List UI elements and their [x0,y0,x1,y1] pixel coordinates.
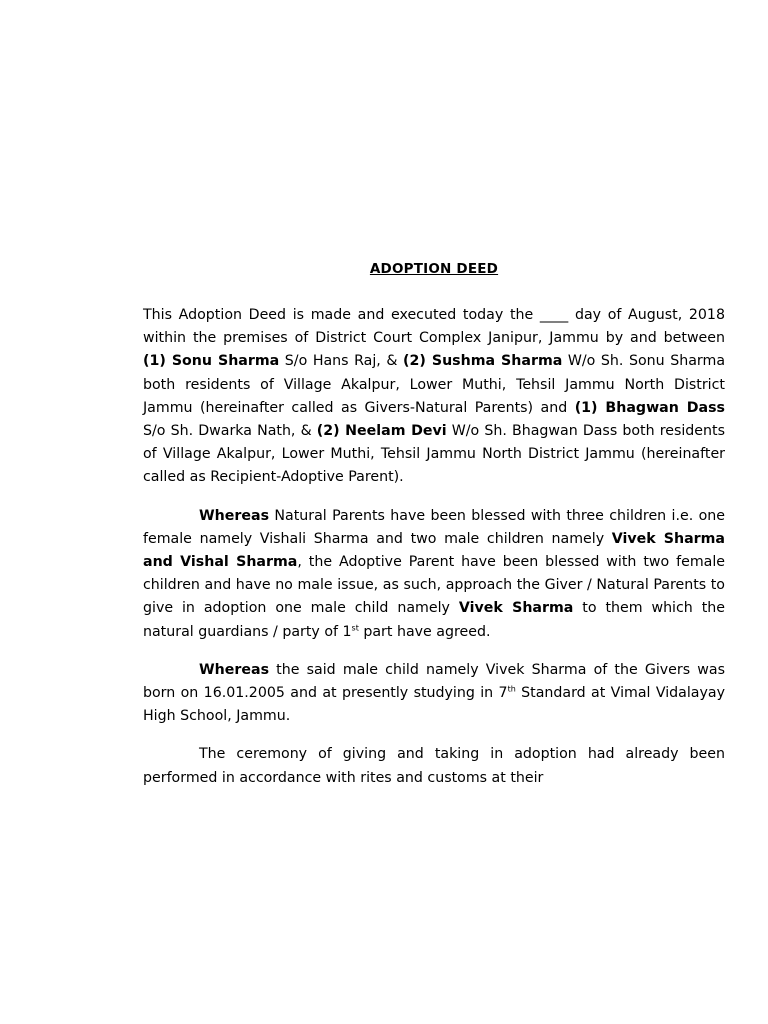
paragraph-ceremony [143,743,725,789]
text-span: The ceremony of giving and taking in adoption had already been performed in accordance with rites and customs at their [143,746,725,786]
text-span: to them which the natural guardians / party of 1 [143,600,725,640]
text-span: part have agreed. [358,623,491,640]
party-name: (2) Sushma Sharma [403,353,563,370]
whereas-label: Whereas [199,661,270,678]
party-name: (1) Bhagwan Dass [574,399,725,416]
whereas-label: Whereas [199,507,270,524]
ordinal-suffix: st [351,622,359,632]
text-span: S/o Hans Raj, & [279,353,404,370]
text-span: W/o Sh. Bhagwan Dass both residents of Village Akalpur, Lower Muthi, Tehsil Jammu North District Jammu (hereinafter called as Recipient-Adoptive Parent). [143,423,725,486]
ordinal-suffix: th [507,684,516,694]
text-span: This Adoption Deed is made and executed today the ____ day of August, 2018 within the premises of District Court Complex Janipur, Jammu by and between [143,307,725,347]
child-names: Vivek Sharma and Vishal Sharma [143,530,726,571]
child-name: Vivek Sharma [458,600,574,617]
document-title: ADOPTION DEED [369,261,499,277]
document-body [143,304,725,805]
paragraph-whereas-children [143,505,725,644]
text-span: S/o Sh. Dwarka Nath, & [143,423,317,440]
paragraph-whereas-birth [143,659,725,729]
text-span: Natural Parents have been blessed with three children i.e. one female namely Vishali Sharma and two male children namely [143,507,725,547]
text-span: the said male child namely Vivek Sharma of the Givers was born on 16.01.2005 and at presently studying in 7 [143,661,725,702]
party-name: (2) Neelam Devi [316,423,447,440]
text-span: Standard at Vimal Vidalayay High School, Jammu. [143,685,725,725]
text-span: W/o Sh. Sonu Sharma both residents of Village Akalpur, Lower Muthi, Tehsil Jammu North District Jammu (hereinafter called as Givers-Natural Parents) and [143,353,726,416]
text-span: , the Adoptive Parent have been blessed with two female children and have no male issue, as such, approach the Giver / Natural Parents to give in adoption one male child namely [143,554,726,617]
paragraph-parties [143,304,725,490]
party-name: (1) Sonu Sharma [143,353,280,370]
